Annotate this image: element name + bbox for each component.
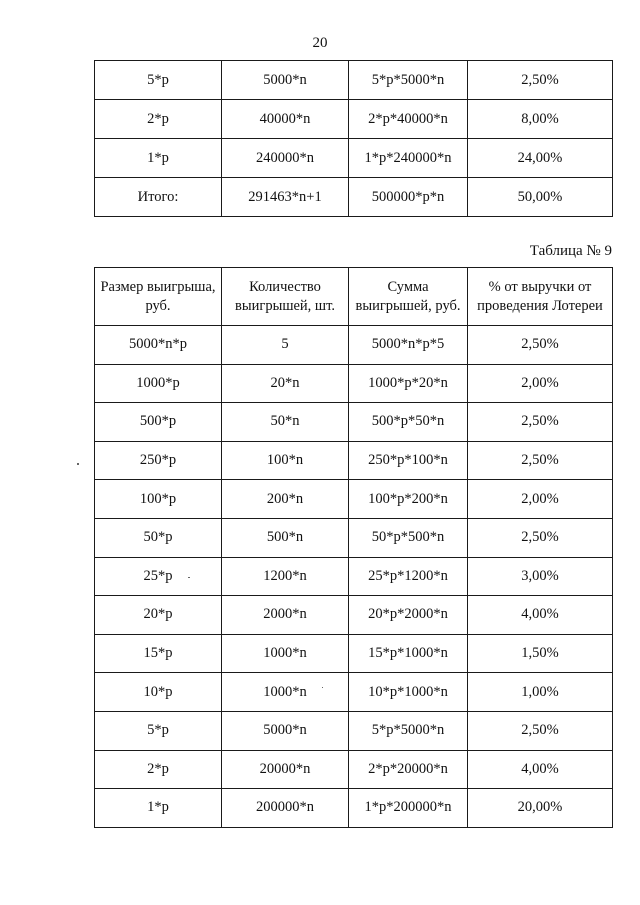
table-cell: 5*р*5000*n bbox=[349, 711, 468, 750]
table-cell: 5 bbox=[222, 326, 349, 365]
table-cell: 1*р*200000*n bbox=[349, 789, 468, 828]
table-cell: 500*р*50*n bbox=[349, 403, 468, 442]
table-cell: Итого: bbox=[95, 178, 222, 217]
table-row bbox=[95, 750, 613, 789]
table-cell: 15*р bbox=[95, 634, 222, 673]
table-cell: 8,00% bbox=[468, 100, 613, 139]
table-cell: 20*р*2000*n bbox=[349, 596, 468, 635]
table-row bbox=[95, 480, 613, 519]
prize-table-9-body bbox=[95, 326, 613, 828]
prize-table-continuation-body bbox=[95, 61, 613, 217]
table-cell: 10*р*1000*n bbox=[349, 673, 468, 712]
scan-speck bbox=[322, 687, 323, 688]
table-cell: 24,00% bbox=[468, 139, 613, 178]
scan-speck bbox=[77, 463, 79, 465]
table-cell: 2*р bbox=[95, 100, 222, 139]
table-cell: 50*р bbox=[95, 518, 222, 557]
table-cell: 291463*n+1 bbox=[222, 178, 349, 217]
table-cell: 100*n bbox=[222, 441, 349, 480]
table-cell: 5000*n*р bbox=[95, 326, 222, 365]
table-cell: 200*n bbox=[222, 480, 349, 519]
table-cell: 50,00% bbox=[468, 178, 613, 217]
table-cell: 4,00% bbox=[468, 750, 613, 789]
table-cell: 2,50% bbox=[468, 326, 613, 365]
table-cell: 1200*n bbox=[222, 557, 349, 596]
table-cell: 1*р bbox=[95, 139, 222, 178]
table-cell: 5*р*5000*n bbox=[349, 61, 468, 100]
table-row bbox=[95, 441, 613, 480]
table-cell: 5000*n bbox=[222, 711, 349, 750]
table-row bbox=[95, 61, 613, 100]
scan-speck bbox=[188, 577, 190, 578]
table-cell: 25*р bbox=[95, 557, 222, 596]
column-header-revenue-percent: % от выручки от проведения Лотереи bbox=[468, 268, 613, 326]
table-cell: 5*р bbox=[95, 711, 222, 750]
table-cell: 1*р bbox=[95, 789, 222, 828]
table-cell: 50*р*500*n bbox=[349, 518, 468, 557]
table-cell: 1000*n bbox=[222, 634, 349, 673]
table-cell: 5000*n bbox=[222, 61, 349, 100]
table-cell: 100*р bbox=[95, 480, 222, 519]
table-cell: 1,50% bbox=[468, 634, 613, 673]
table-row bbox=[95, 673, 613, 712]
table-cell: 2,50% bbox=[468, 711, 613, 750]
table-cell: 20,00% bbox=[468, 789, 613, 828]
table-cell: 1000*р bbox=[95, 364, 222, 403]
table-row bbox=[95, 326, 613, 365]
table-cell: 1*р*240000*n bbox=[349, 139, 468, 178]
table-row bbox=[95, 634, 613, 673]
table-cell: 2,50% bbox=[468, 61, 613, 100]
table-cell: 10*р bbox=[95, 673, 222, 712]
table-cell: 5000*n*р*5 bbox=[349, 326, 468, 365]
page-number: 20 bbox=[312, 35, 328, 51]
table-cell: 200000*n bbox=[222, 789, 349, 828]
table-cell: 5*р bbox=[95, 61, 222, 100]
table-row-total bbox=[95, 178, 613, 217]
table-cell: 2,50% bbox=[468, 441, 613, 480]
table-cell: 2000*n bbox=[222, 596, 349, 635]
prize-table-9 bbox=[94, 267, 613, 828]
table-cell: 2,00% bbox=[468, 480, 613, 519]
table-cell: 2*р*40000*n bbox=[349, 100, 468, 139]
table-cell: 25*р*1200*n bbox=[349, 557, 468, 596]
table-cell: 2,50% bbox=[468, 403, 613, 442]
table-row bbox=[95, 403, 613, 442]
table-row bbox=[95, 139, 613, 178]
table-cell: 20000*n bbox=[222, 750, 349, 789]
table-cell: 240000*n bbox=[222, 139, 349, 178]
table-cell: 1000*n bbox=[222, 673, 349, 712]
table-cell: 50*n bbox=[222, 403, 349, 442]
table-9-caption: Таблица № 9 bbox=[529, 243, 612, 259]
table-cell: 500*р bbox=[95, 403, 222, 442]
table-cell: 20*n bbox=[222, 364, 349, 403]
column-header-prize-count: Количество выигрышей, шт. bbox=[222, 268, 349, 326]
table-cell: 2*р bbox=[95, 750, 222, 789]
prize-table-continuation bbox=[94, 60, 613, 217]
table-row bbox=[95, 557, 613, 596]
header-row bbox=[95, 268, 613, 326]
table-cell: 250*р bbox=[95, 441, 222, 480]
table-cell: 2,00% bbox=[468, 364, 613, 403]
table-row bbox=[95, 100, 613, 139]
column-header-prize-size: Размер выигрыша, руб. bbox=[95, 268, 222, 326]
table-row bbox=[95, 596, 613, 635]
prize-table-9-header bbox=[95, 268, 613, 326]
table-cell: 500000*р*n bbox=[349, 178, 468, 217]
table-cell: 1,00% bbox=[468, 673, 613, 712]
table-cell: 2,50% bbox=[468, 518, 613, 557]
table-row bbox=[95, 789, 613, 828]
table-cell: 100*р*200*n bbox=[349, 480, 468, 519]
table-cell: 500*n bbox=[222, 518, 349, 557]
table-cell: 4,00% bbox=[468, 596, 613, 635]
table-cell: 2*р*20000*n bbox=[349, 750, 468, 789]
table-cell: 40000*n bbox=[222, 100, 349, 139]
table-cell: 1000*р*20*n bbox=[349, 364, 468, 403]
table-row bbox=[95, 364, 613, 403]
table-cell: 3,00% bbox=[468, 557, 613, 596]
table-row bbox=[95, 711, 613, 750]
table-row bbox=[95, 518, 613, 557]
column-header-prize-sum: Сумма выигрышей, руб. bbox=[349, 268, 468, 326]
table-cell: 250*р*100*n bbox=[349, 441, 468, 480]
table-cell: 15*р*1000*n bbox=[349, 634, 468, 673]
table-cell: 20*р bbox=[95, 596, 222, 635]
